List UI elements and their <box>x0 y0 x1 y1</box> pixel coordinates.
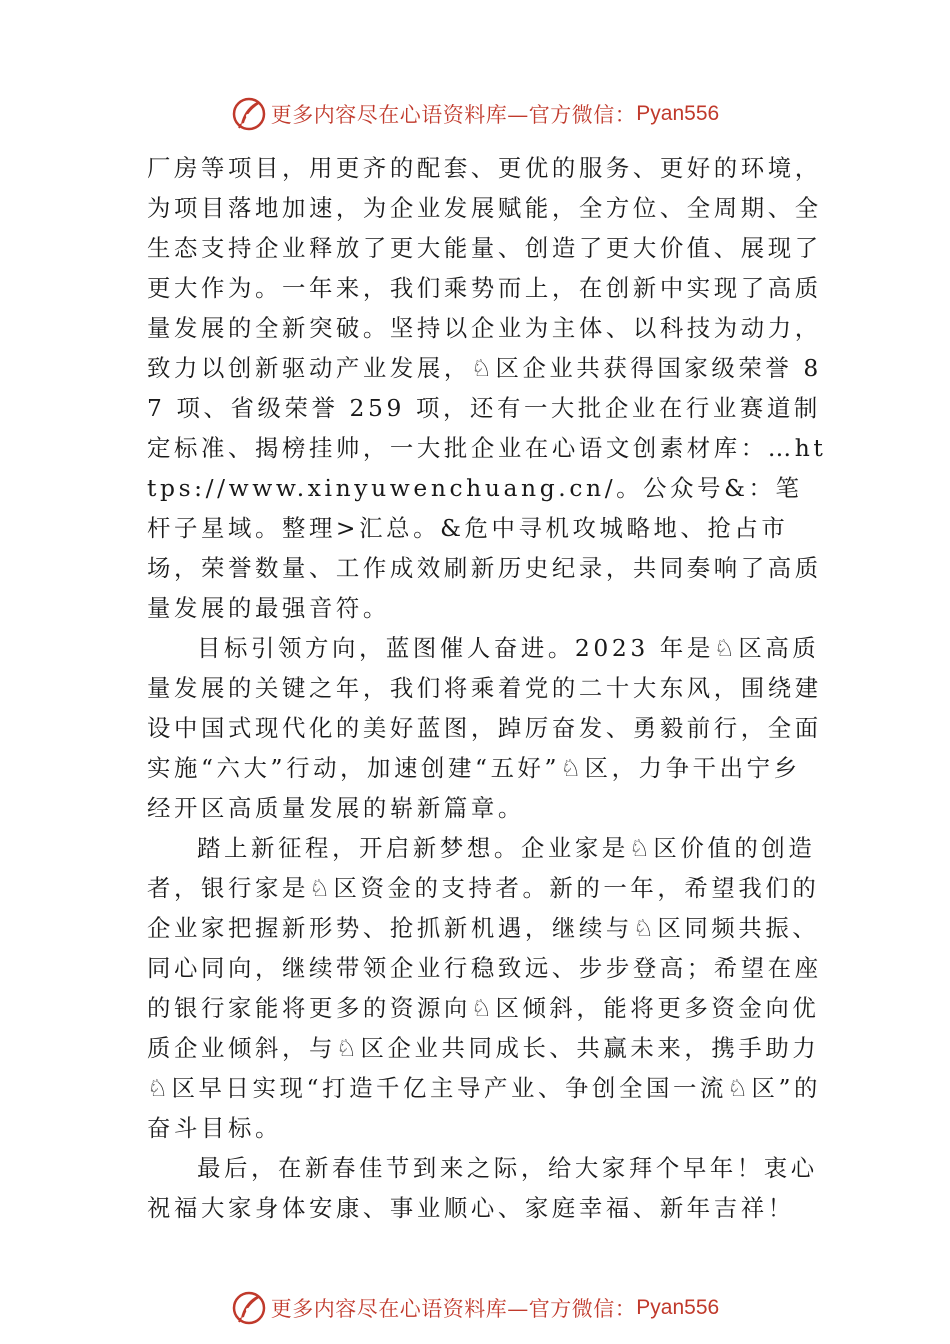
quill-pen-logo-icon <box>231 1290 267 1326</box>
footer-banner-text: 更多内容尽在心语资料库—官方微信： <box>270 1297 637 1321</box>
header-banner-text: 更多内容尽在心语资料库—官方微信： <box>270 103 637 127</box>
footer-wechat-id: Pyan556 <box>636 1296 720 1319</box>
footer-banner <box>0 1288 950 1328</box>
header-wechat-id: Pyan556 <box>636 102 720 125</box>
paragraph-3: 踏上新征程，开启新梦想。企业家是♘区价值的创造者，银行家是♘区资金的支持者。新的一年，希望我们的企业家把握新形势、抢抓新机遇，继续与♘区同频共振、同心同向，继续带领企业行稳致远、步步登高；希望在座的银行家能将更多的资源向♘区倾斜，能将更多资金向优质企业倾斜，与♘区企业共同成长、共赢未来，携手助力♘区早日实现“打造千亿主导产业、争创全国一流♘区”的奋斗目标。 <box>147 834 822 1142</box>
paragraph-1: 厂房等项目，用更齐的配套、更优的服务、更好的环境，为项目落地加速，为企业发展赋能，全方位、全周期、全生态支持企业释放了更大能量、创造了更大价值、展现了更大作为。一年来，我们乘势而上，在创新中实现了高质量发展的全新突破。坚持以企业为主体、以科技为动力，致力以创新驱动产业发展，♘区企业共获得国家级荣誉 87 项、省级荣誉 259 项，还有一大批企业在行业赛道制定标准、揭榜挂帅，一大批企业在心语文创素材库：…https://www.xinyuwenchuang.cn/。公众号&：笔杆子星域。整理>汇总。&危中寻机攻城略地、抢占市场，荣誉数量、工作成效刷新历史纪录，共同奏响了高质量发展的最强音符。 <box>147 154 827 622</box>
document-body <box>147 148 827 1228</box>
quill-pen-logo-icon <box>231 96 267 132</box>
paragraph-4: 最后，在新春佳节到来之际，给大家拜个早年！衷心祝福大家身体安康、事业顺心、家庭幸福、新年吉祥！ <box>147 1154 818 1222</box>
header-banner <box>0 94 950 134</box>
paragraph-2: 目标引领方向，蓝图催人奋进。2023 年是♘区高质量发展的关键之年，我们将乘着党的二十大东风，围绕建设中国式现代化的美好蓝图，踔厉奋发、勇毅前行，全面实施“六大”行动，加速创建“五好”♘区，力争干出宁乡经开区高质量发展的崭新篇章。 <box>147 634 822 822</box>
